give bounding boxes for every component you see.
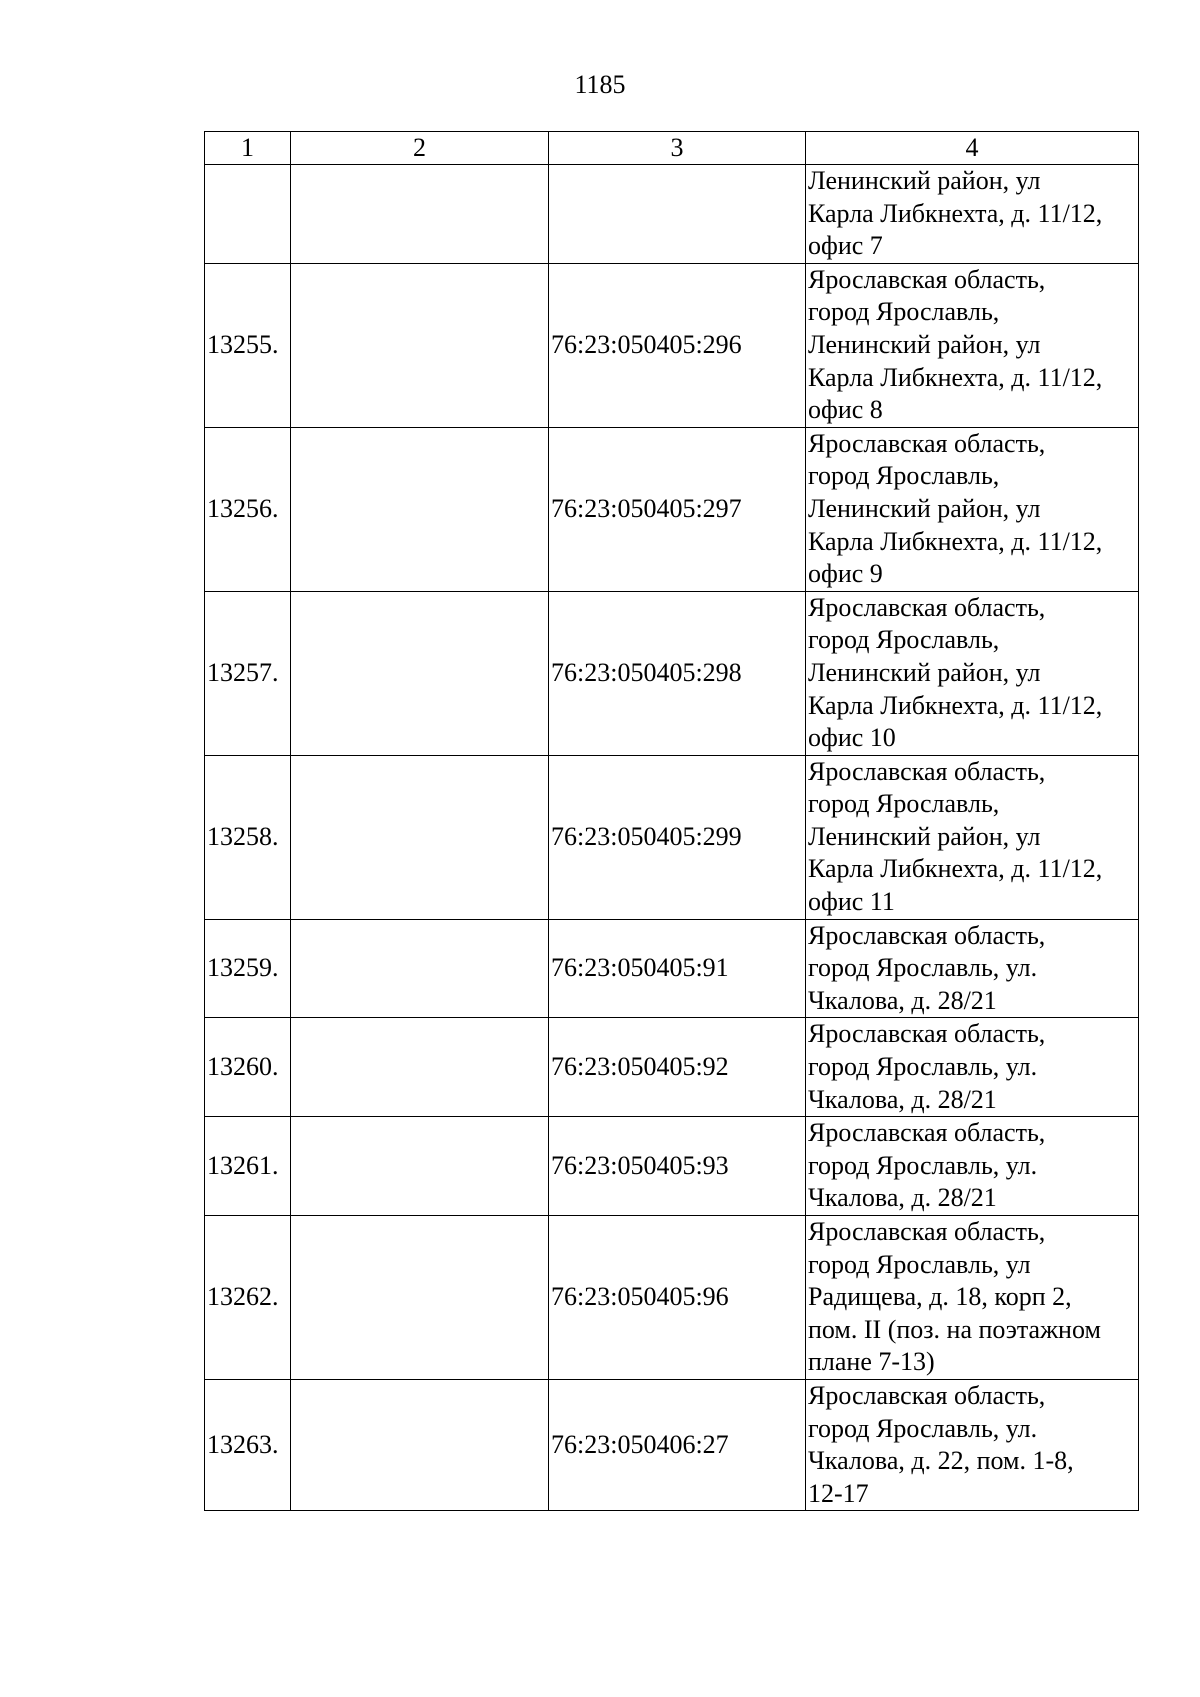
- registry-table: [204, 131, 1139, 1511]
- table-row: [205, 263, 1139, 427]
- cadastral-number: 76:23:050405:96: [549, 1216, 806, 1380]
- address: Ярославская область, город Ярославль, ул. Чкалова, д. 28/21: [806, 1117, 1139, 1216]
- column-header-2: 2: [291, 132, 549, 165]
- table-row: [205, 755, 1139, 919]
- cadastral-number: 76:23:050405:92: [549, 1018, 806, 1117]
- row-number: 13263.: [205, 1379, 291, 1510]
- table-row: [205, 1216, 1139, 1380]
- row-name: [291, 165, 549, 264]
- row-number: 13255.: [205, 263, 291, 427]
- address: Ярославская область, город Ярославль, Ленинский район, ул Карла Либкнехта, д. 11/12, офис 9: [806, 427, 1139, 591]
- address: Ярославская область, город Ярославль, Ленинский район, ул Карла Либкнехта, д. 11/12, офис 10: [806, 591, 1139, 755]
- page-number: 1185: [574, 70, 626, 99]
- row-number: 13258.: [205, 755, 291, 919]
- row-number: 13262.: [205, 1216, 291, 1380]
- address: Ленинский район, ул Карла Либкнехта, д. 11/12, офис 7: [806, 165, 1139, 264]
- cadastral-number: 76:23:050405:298: [549, 591, 806, 755]
- column-header-3: 3: [549, 132, 806, 165]
- column-header-1: 1: [205, 132, 291, 165]
- row-number: 13260.: [205, 1018, 291, 1117]
- cadastral-number: 76:23:050405:91: [549, 919, 806, 1018]
- address: Ярославская область, город Ярославль, Ленинский район, ул Карла Либкнехта, д. 11/12, офис 11: [806, 755, 1139, 919]
- table-row: [205, 165, 1139, 264]
- row-name: [291, 263, 549, 427]
- address: Ярославская область, город Ярославль, ул. Чкалова, д. 22, пом. 1-8, 12-17: [806, 1379, 1139, 1510]
- table-row: [205, 1018, 1139, 1117]
- cadastral-number: 76:23:050405:299: [549, 755, 806, 919]
- row-name: [291, 1117, 549, 1216]
- table-row: [205, 1117, 1139, 1216]
- row-name: [291, 1216, 549, 1380]
- table-row: [205, 919, 1139, 1018]
- row-number: 13257.: [205, 591, 291, 755]
- address: Ярославская область, город Ярославль, ул. Чкалова, д. 28/21: [806, 1018, 1139, 1117]
- cadastral-number: 76:23:050406:27: [549, 1379, 806, 1510]
- cadastral-number: 76:23:050405:93: [549, 1117, 806, 1216]
- table-row: [205, 427, 1139, 591]
- address: Ярославская область, город Ярославль, ул Радищева, д. 18, корп 2, пом. II (поз. на поэтажном плане 7-13): [806, 1216, 1139, 1380]
- address: Ярославская область, город Ярославль, Ленинский район, ул Карла Либкнехта, д. 11/12, офис 8: [806, 263, 1139, 427]
- row-number: 13256.: [205, 427, 291, 591]
- row-number: 13259.: [205, 919, 291, 1018]
- row-name: [291, 919, 549, 1018]
- table-row: [205, 591, 1139, 755]
- row-number: 13261.: [205, 1117, 291, 1216]
- table-row: [205, 1379, 1139, 1510]
- table-header-row: [205, 132, 1139, 165]
- row-name: [291, 755, 549, 919]
- row-name: [291, 1018, 549, 1117]
- cadastral-number: 76:23:050405:296: [549, 263, 806, 427]
- row-name: [291, 1379, 549, 1510]
- row-number: [205, 165, 291, 264]
- address: Ярославская область, город Ярославль, ул. Чкалова, д. 28/21: [806, 919, 1139, 1018]
- cadastral-number: 76:23:050405:297: [549, 427, 806, 591]
- row-name: [291, 591, 549, 755]
- row-name: [291, 427, 549, 591]
- column-header-4: 4: [806, 132, 1139, 165]
- cadastral-number: [549, 165, 806, 264]
